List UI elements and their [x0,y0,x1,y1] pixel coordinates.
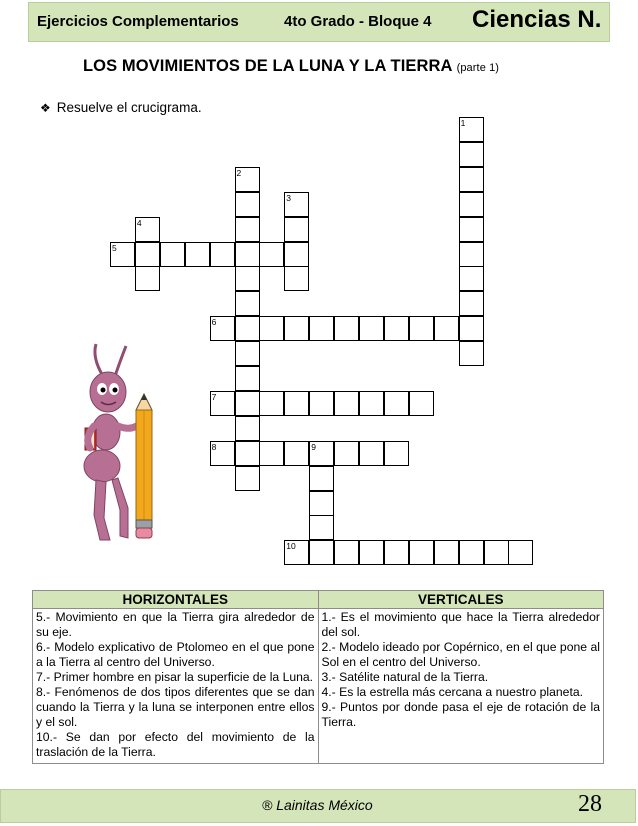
crossword-cell[interactable] [235,416,260,441]
crossword-cell[interactable] [309,540,334,565]
crossword-clue-number: 8 [211,441,217,452]
clues-table [32,590,604,764]
crossword-cell[interactable] [235,291,260,316]
crossword-cell[interactable] [259,441,284,466]
crossword-cell[interactable] [235,391,260,416]
header-grade: 4to Grado - Bloque 4 [284,13,432,30]
crossword-cell[interactable] [334,540,359,565]
crossword-cell[interactable] [309,466,334,491]
crossword-clue-number: 3 [286,192,292,203]
instruction [40,100,202,115]
horizontal-clues-header: HORIZONTALES [33,591,319,609]
crossword-clue-number: 2 [236,167,242,178]
footer-credit: ® Lainitas México [262,797,373,813]
crossword-clue-number: 9 [311,441,316,452]
page-number: 28 [578,791,602,817]
crossword-cell[interactable] [309,491,334,516]
header-science: Ciencias N. [472,6,602,33]
page-title [83,57,499,76]
clue-down-1: 1.- Es el movimiento que hace la Tierra alrededor del sol. [321,610,600,639]
crossword-cell[interactable] [409,316,434,341]
crossword-cell[interactable] [135,217,160,242]
crossword-cell[interactable] [235,167,260,192]
crossword-cell[interactable] [409,540,434,565]
crossword-clue-number: 7 [211,391,217,402]
crossword-cell[interactable] [135,242,160,267]
crossword-cell[interactable] [284,242,309,267]
crossword-cell[interactable] [309,441,334,466]
crossword-cell[interactable] [334,441,359,466]
clue-across-8: 8.- Fenómenos de dos tipos diferentes que se dan cuando la Tierra y la luna se interponen entre ellos y el sol. [36,685,315,729]
crossword-cell[interactable] [484,540,509,565]
crossword-cell[interactable] [459,142,484,167]
crossword-cell[interactable] [210,316,235,341]
diamond-bullet-icon: ❖ [40,101,51,115]
crossword-cell[interactable] [384,316,409,341]
crossword-cell[interactable] [459,291,484,316]
crossword-cell[interactable] [210,242,235,267]
clue-down-3: 3.- Satélite natural de la Tierra. [321,670,489,684]
crossword-cell[interactable] [459,341,484,366]
crossword-cell[interactable] [235,192,260,217]
crossword-cell[interactable] [459,540,484,565]
crossword-clue-number: 4 [136,217,142,228]
crossword-clue-number: 1 [460,118,466,128]
crossword-cell[interactable] [434,540,459,565]
crossword-cell[interactable] [235,266,260,291]
crossword-cell[interactable] [384,540,409,565]
header-subject: Ejercicios Complementarios [37,13,239,30]
crossword-cell[interactable] [359,391,384,416]
crossword-cell[interactable] [235,366,260,391]
crossword-cell[interactable] [459,167,484,192]
crossword-cell[interactable] [235,316,260,341]
crossword-cell[interactable] [284,540,309,565]
crossword-cell[interactable] [309,515,334,540]
horizontal-clues-cell [33,609,319,764]
clue-across-10: 10.- Se dan por efecto del movimiento de la traslación de la Tierra. [36,730,315,759]
crossword-cell[interactable] [284,316,309,341]
crossword-clue-number: 10 [286,541,296,552]
crossword-cell[interactable] [508,540,533,565]
vertical-clues-cell [318,609,604,764]
crossword-cell[interactable] [235,217,260,242]
crossword-cell[interactable] [235,341,260,366]
crossword-cell[interactable] [409,391,434,416]
crossword-cell[interactable] [459,217,484,242]
pencil-icon [136,394,152,538]
clue-down-9: 9.- Puntos por donde pasa el eje de rotación de la Tierra. [321,700,600,729]
crossword-cell[interactable] [384,441,409,466]
clue-across-7: 7.- Primer hombre en pisar la superficie de la Luna. [36,670,314,684]
crossword-cell[interactable] [359,316,384,341]
crossword-cell[interactable] [110,242,135,267]
crossword-cell[interactable] [235,441,260,466]
crossword-clue-number: 5 [112,242,117,253]
crossword-cell[interactable] [459,316,484,341]
crossword-cell[interactable] [434,316,459,341]
page-title-part: (parte 1) [456,62,500,74]
crossword-cell[interactable] [235,466,260,491]
crossword-clue-number: 6 [211,317,217,328]
crossword-cell[interactable] [359,441,384,466]
crossword-cell[interactable] [459,266,484,291]
clue-across-6: 6.- Modelo explicativo de Ptolomeo en el que pone a la Tierra al centro del Universo. [36,640,315,669]
crossword-cell[interactable] [384,391,409,416]
clue-down-4: 4.- Es la estrella más cercana a nuestro planeta. [321,685,583,699]
crossword-cell[interactable] [259,242,284,267]
crossword-cell[interactable] [459,192,484,217]
crossword-cell[interactable] [359,540,384,565]
instruction-text: Resuelve el crucigrama. [56,100,202,115]
crossword-cell[interactable] [284,441,309,466]
ant-with-pencil-illustration [70,340,170,550]
crossword-cell[interactable] [334,391,359,416]
crossword-cell[interactable] [259,391,284,416]
crossword-cell[interactable] [309,316,334,341]
crossword-cell[interactable] [284,217,309,242]
crossword-cell[interactable] [284,266,309,291]
crossword-cell[interactable] [334,316,359,341]
ant-icon [84,344,142,540]
crossword-cell[interactable] [160,242,185,267]
crossword-cell[interactable] [210,391,235,416]
page-title-main: LOS MOVIMIENTOS DE LA LUNA Y LA TIERRA [83,57,453,75]
crossword-cell[interactable] [284,192,309,217]
crossword-cell[interactable] [185,242,210,267]
clue-across-5: 5.- Movimiento en que la Tierra gira alrededor de su eje. [36,610,315,639]
clue-down-2: 2.- Modelo ideado por Copérnico, en el que pone al Sol en el centro del Universo. [321,640,600,669]
crossword-cell[interactable] [284,391,309,416]
crossword-cell[interactable] [235,242,260,267]
crossword-cell[interactable] [459,242,484,267]
crossword-cell[interactable] [210,441,235,466]
crossword-cell[interactable] [309,391,334,416]
crossword-cell[interactable] [135,266,160,291]
crossword-cell[interactable] [259,316,284,341]
vertical-clues-header: VERTICALES [318,591,604,609]
crossword-cell[interactable] [459,117,484,142]
